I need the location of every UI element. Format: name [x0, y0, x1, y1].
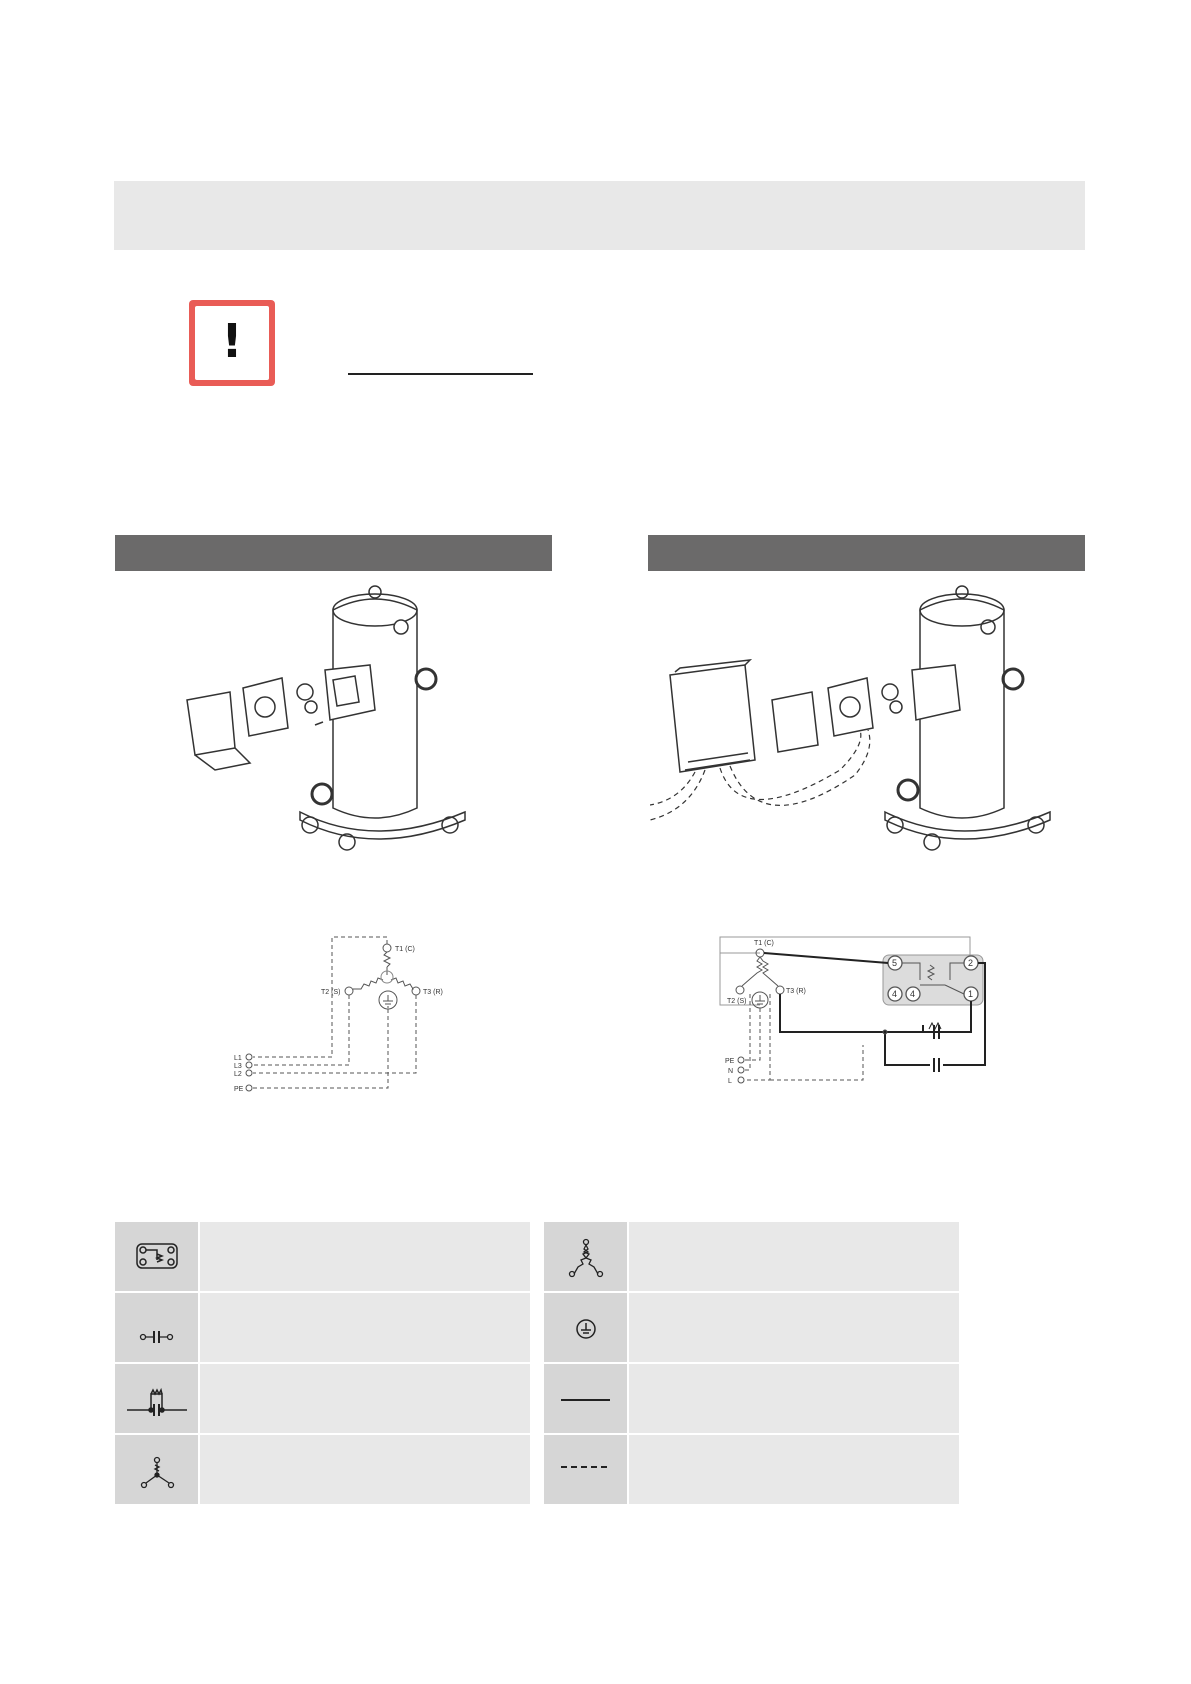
warning-icon — [189, 300, 275, 386]
section-bar-single-phase — [648, 535, 1085, 571]
solid-line-icon — [544, 1364, 627, 1433]
legend-row — [115, 1222, 530, 1291]
legend-row — [115, 1364, 530, 1433]
terminal-label-t2: T2 (S) — [321, 989, 341, 996]
terminal-t1 — [383, 944, 391, 952]
line-label-l: L — [728, 1078, 732, 1085]
wiring-diagram-three-phase — [220, 925, 460, 1105]
relay-pin-4a: 4 — [892, 989, 898, 999]
line-label-pe: PE — [725, 1058, 735, 1065]
line-label-n: N — [728, 1068, 734, 1075]
legend-text — [200, 1293, 530, 1362]
line-label-l3: L3 — [234, 1063, 242, 1070]
relay-icon — [115, 1222, 198, 1291]
terminal-label-t3: T3 (R) — [786, 988, 806, 995]
wiring-diagram-single-phase — [715, 925, 1015, 1105]
line-label-pe: PE — [234, 1086, 244, 1093]
capacitor-resistor-icon — [115, 1364, 198, 1433]
header-band — [114, 181, 1085, 250]
line-label-l2: L2 — [234, 1071, 242, 1078]
legend-text — [629, 1222, 959, 1291]
legend-text — [200, 1222, 530, 1291]
line-label-l1: L1 — [234, 1055, 242, 1062]
legend-text — [629, 1435, 959, 1504]
ground-icon — [544, 1293, 627, 1362]
terminal-label-t1: T1 (C) — [395, 946, 415, 953]
legend-text — [629, 1364, 959, 1433]
legend-text — [629, 1293, 959, 1362]
legend-row — [544, 1293, 959, 1362]
legend-row — [115, 1293, 530, 1362]
legend-row — [115, 1435, 530, 1504]
compressor-illustration-left — [175, 580, 475, 860]
terminal-t2 — [345, 987, 353, 995]
terminal-label-t2: T2 (S) — [727, 998, 747, 1005]
relay-pin-4b: 4 — [910, 989, 916, 999]
single-phase-winding-icon — [544, 1222, 627, 1291]
terminal-t3 — [412, 987, 420, 995]
relay-pin-1: 1 — [968, 989, 974, 999]
section-bar-three-phase — [115, 535, 552, 571]
relay-pin-5: 5 — [892, 958, 898, 968]
star-winding-icon — [115, 1435, 198, 1504]
exclamation-icon: ! — [221, 314, 243, 368]
dashed-line-icon — [544, 1435, 627, 1504]
capacitor-icon — [115, 1293, 198, 1362]
legend-text — [200, 1364, 530, 1433]
warning-link-underline[interactable] — [348, 373, 533, 375]
legend-text — [200, 1435, 530, 1504]
legend-row — [544, 1222, 959, 1291]
legend-row — [544, 1364, 959, 1433]
legend-row — [544, 1435, 959, 1504]
legend-table — [115, 1222, 959, 1507]
terminal-label-t3: T3 (R) — [423, 989, 443, 996]
terminal-label-t1: T1 (C) — [754, 940, 774, 947]
relay-pin-2: 2 — [968, 958, 974, 968]
compressor-illustration-right — [650, 580, 1070, 860]
